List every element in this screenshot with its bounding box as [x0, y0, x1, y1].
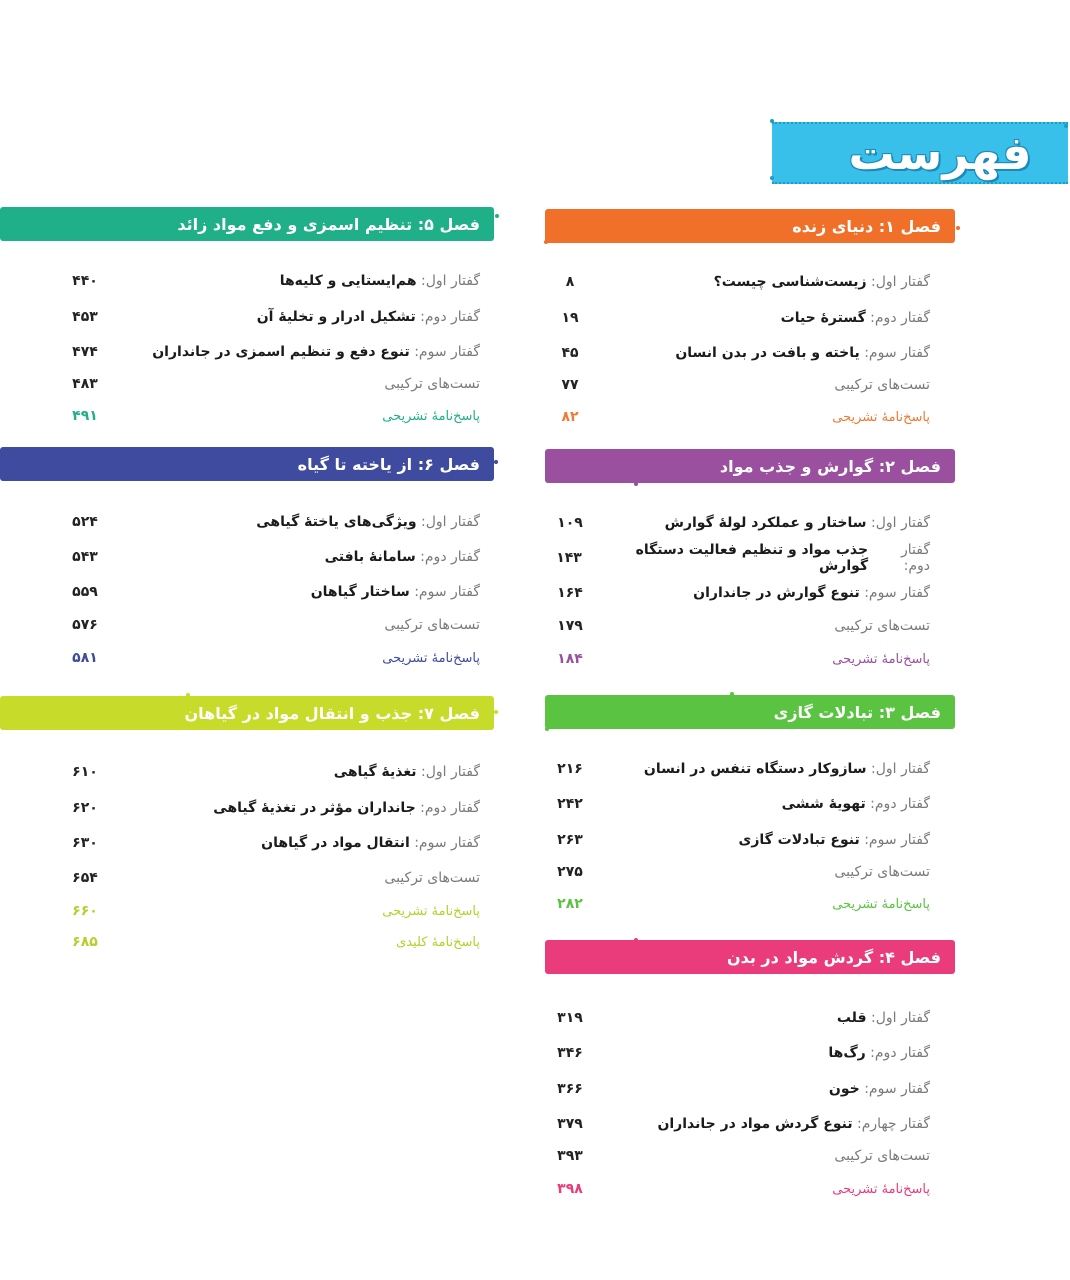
entry-title: تهویهٔ ششی: [781, 796, 866, 812]
decor-dot: [548, 970, 552, 974]
chapter-5-header[interactable]: فصل ۵: تنظیم اسمزی و دفع مواد زائد: [0, 207, 494, 241]
entry-page: ۸۲: [561, 409, 579, 425]
entry-title: تست‌های ترکیبی: [384, 870, 480, 886]
toc-entry[interactable]: [60, 930, 480, 954]
toc-entry[interactable]: [60, 305, 480, 329]
entry-page: ۵۷۶: [72, 617, 98, 633]
entry-label: گفتار اول:: [871, 761, 930, 777]
entry-title: پاسخ‌نامهٔ تشریحی: [382, 650, 480, 666]
entry-title: سامانهٔ بافتی: [324, 549, 416, 565]
toc-entry[interactable]: [60, 899, 480, 923]
entry-page: ۱۷۹: [557, 618, 583, 634]
chapter-1-header[interactable]: فصل ۱: دنیای زنده: [545, 209, 955, 243]
entry-page: ۱۸۴: [557, 651, 583, 667]
entry-page: ۴۵: [561, 345, 579, 361]
entry-title: تست‌های ترکیبی: [384, 376, 480, 392]
decor-dot: [770, 176, 774, 180]
entry-page: ۴۹۱: [72, 408, 98, 424]
toc-entry[interactable]: [60, 269, 480, 293]
entry-page: ۲۷۵: [557, 864, 583, 880]
toc-entry[interactable]: [545, 306, 930, 330]
toc-entry[interactable]: [60, 340, 480, 364]
entry-title: پاسخ‌نامهٔ تشریحی: [382, 408, 480, 424]
entry-title: تنوع دفع و تنظیم اسمزی در جانداران: [152, 344, 410, 360]
decor-dot: [730, 692, 734, 696]
entry-title: زیست‌شناسی چیست؟: [713, 274, 867, 290]
entry-title: تست‌های ترکیبی: [834, 618, 930, 634]
entry-page: ۳۴۶: [557, 1045, 583, 1061]
entry-page: ۲۱۶: [557, 761, 583, 777]
toc-entry[interactable]: [545, 373, 930, 397]
entry-label: گفتار دوم:: [870, 796, 930, 812]
toc-entry[interactable]: [60, 510, 480, 534]
chapter-4-header[interactable]: فصل ۴: گردش مواد در بدن: [545, 940, 955, 974]
entry-label: گفتار دوم:: [420, 309, 480, 325]
toc-entry[interactable]: [60, 372, 480, 396]
toc-entry[interactable]: [60, 580, 480, 604]
entry-page: ۱۴۳: [556, 550, 582, 566]
entry-page: ۶۲۰: [72, 800, 98, 816]
decor-dot: [186, 693, 190, 697]
entry-title: جذب مواد و تنظیم فعالیت دستگاه گوارش: [635, 542, 869, 574]
entry-title: گسترهٔ حیات: [780, 310, 866, 326]
entry-label: گفتار اول:: [421, 273, 480, 289]
entry-page: ۶۵۴: [72, 870, 98, 886]
entry-title: یاخته و بافت در بدن انسان: [675, 345, 860, 361]
entry-page: ۵۵۹: [72, 584, 98, 600]
entry-label: گفتار سوم:: [414, 584, 480, 600]
entry-title: تست‌های ترکیبی: [384, 617, 480, 633]
decor-dot: [494, 710, 498, 714]
entry-page: ۳۷۹: [557, 1116, 583, 1132]
decor-dot: [494, 460, 498, 464]
toc-title: فهرست: [848, 126, 1032, 180]
toc-entry[interactable]: [545, 581, 930, 605]
decor-dot: [634, 938, 638, 942]
entry-title: تنوع گردش مواد در جانداران: [657, 1116, 853, 1132]
entry-title: تست‌های ترکیبی: [834, 864, 930, 880]
entry-page: ۸: [565, 274, 575, 290]
entry-title: خون: [828, 1081, 860, 1097]
entry-title: هم‌ایستایی و کلیه‌ها: [279, 273, 417, 289]
decor-dot: [495, 214, 499, 218]
entry-label: گفتار اول:: [871, 515, 930, 531]
entry-label: گفتار دوم:: [870, 1045, 930, 1061]
entry-page: ۴۸۳: [72, 376, 98, 392]
toc-entry[interactable]: [60, 404, 480, 428]
entry-title: جانداران مؤثر در تغذیهٔ گیاهی: [213, 800, 416, 816]
chapter-6-header[interactable]: فصل ۶: از یاخته تا گیاه: [0, 447, 494, 481]
entry-page: ۶۶۰: [72, 903, 98, 919]
entry-page: ۳۹۸: [557, 1181, 583, 1197]
toc-entry[interactable]: [545, 1177, 930, 1201]
entry-label: گفتار سوم:: [414, 835, 480, 851]
entry-label: گفتار سوم:: [864, 1081, 930, 1097]
decor-dot: [1064, 124, 1068, 128]
entry-title: قلب: [836, 1010, 867, 1026]
toc-entry[interactable]: [545, 614, 930, 638]
entry-page: ۱۹: [561, 310, 579, 326]
toc-entry[interactable]: [545, 1112, 930, 1136]
entry-page: ۵۲۴: [72, 514, 98, 530]
chapter-2-header[interactable]: فصل ۲: گوارش و جذب مواد: [545, 449, 955, 483]
toc-entry[interactable]: [545, 892, 930, 916]
entry-page: ۶۸۵: [72, 934, 98, 950]
toc-entry[interactable]: [60, 796, 480, 820]
entry-title: پاسخ‌نامهٔ تشریحی: [832, 1181, 930, 1197]
entry-label: گفتار سوم:: [864, 832, 930, 848]
entry-title: تست‌های ترکیبی: [834, 1148, 930, 1164]
toc-entry[interactable]: [545, 1041, 930, 1065]
entry-page: ۶۱۰: [72, 764, 98, 780]
entry-title: ویژگی‌های یاختهٔ گیاهی: [256, 514, 417, 530]
toc-title-banner: [772, 122, 1068, 184]
entry-title: تست‌های ترکیبی: [834, 377, 930, 393]
decor-dot: [634, 482, 638, 486]
entry-page: ۴۷۴: [72, 344, 98, 360]
entry-label: گفتار سوم:: [414, 344, 480, 360]
entry-label: گفتار دوم:: [420, 549, 480, 565]
entry-title: پاسخ‌نامهٔ تشریحی: [832, 896, 930, 912]
decor-dot: [956, 226, 960, 230]
entry-page: ۵۸۱: [72, 650, 98, 666]
entry-title: تغذیهٔ گیاهی: [333, 764, 417, 780]
entry-title: تشکیل ادرار و تخلیهٔ آن: [256, 309, 416, 325]
entry-page: ۳۱۹: [557, 1010, 583, 1026]
entry-page: ۲۸۲: [557, 896, 583, 912]
toc-entry[interactable]: [545, 1144, 930, 1168]
entry-page: ۱۰۹: [557, 515, 583, 531]
entry-title: پاسخ‌نامهٔ تشریحی: [382, 903, 480, 919]
toc-entry[interactable]: [545, 1077, 930, 1101]
entry-title: سازوکار دستگاه تنفس در انسان: [643, 761, 867, 777]
toc-entry[interactable]: [60, 866, 480, 890]
entry-page: ۳۶۶: [557, 1081, 583, 1097]
entry-label: گفتار اول:: [871, 274, 930, 290]
entry-page: ۶۳۰: [72, 835, 98, 851]
entry-label: گفتار دوم:: [901, 542, 930, 574]
chapter-7-header[interactable]: فصل ۷: جذب و انتقال مواد در گیاهان: [0, 696, 494, 730]
entry-title: رگ‌ها: [828, 1045, 866, 1061]
toc-entry[interactable]: [60, 831, 480, 855]
entry-page: ۷۷: [561, 377, 579, 393]
decor-dot: [545, 727, 549, 731]
entry-title: تنوع گوارش در جانداران: [693, 585, 860, 601]
entry-label: گفتار اول:: [421, 514, 480, 530]
entry-page: ۱۶۴: [557, 585, 583, 601]
entry-title: ساختار و عملکرد لولهٔ گوارش: [664, 515, 867, 531]
entry-title: ساختار گیاهان: [310, 584, 410, 600]
toc-entry[interactable]: [60, 545, 480, 569]
toc-entry[interactable]: [60, 613, 480, 637]
entry-label: گفتار دوم:: [420, 800, 480, 816]
toc-entry[interactable]: [545, 860, 930, 884]
toc-entry[interactable]: [545, 792, 930, 816]
toc-entry[interactable]: [60, 646, 480, 670]
entry-page: ۳۹۳: [557, 1148, 583, 1164]
entry-label: گفتار چهارم:: [857, 1116, 930, 1132]
entry-title: انتقال مواد در گیاهان: [261, 835, 410, 851]
decor-dot: [544, 240, 548, 244]
entry-label: گفتار سوم:: [864, 345, 930, 361]
entry-label: گفتار اول:: [421, 764, 480, 780]
decor-dot: [770, 119, 774, 123]
toc-entry[interactable]: [545, 1006, 930, 1030]
toc-entry[interactable]: [545, 511, 930, 535]
entry-page: ۵۴۳: [72, 549, 98, 565]
entry-title: تنوع تبادلات گازی: [738, 832, 860, 848]
entry-page: ۴۴۰: [72, 273, 98, 289]
toc-entry[interactable]: [545, 542, 930, 574]
toc-entry[interactable]: [545, 341, 930, 365]
entry-page: ۲۶۳: [557, 832, 583, 848]
entry-page: ۴۵۳: [72, 309, 98, 325]
entry-label: گفتار دوم:: [870, 310, 930, 326]
entry-title: پاسخ‌نامهٔ تشریحی: [832, 409, 930, 425]
toc-entry[interactable]: [545, 647, 930, 671]
toc-entry[interactable]: [545, 828, 930, 852]
toc-entry[interactable]: [545, 270, 930, 294]
entry-label: گفتار سوم:: [864, 585, 930, 601]
entry-label: گفتار اول:: [871, 1010, 930, 1026]
entry-page: ۲۴۲: [557, 796, 583, 812]
entry-title: پاسخ‌نامهٔ کلیدی: [396, 934, 480, 950]
toc-entry[interactable]: [545, 405, 930, 429]
entry-title: پاسخ‌نامهٔ تشریحی: [832, 651, 930, 667]
toc-entry[interactable]: [60, 760, 480, 784]
chapter-3-header[interactable]: فصل ۳: تبادلات گازی: [545, 695, 955, 729]
toc-entry[interactable]: [545, 757, 930, 781]
